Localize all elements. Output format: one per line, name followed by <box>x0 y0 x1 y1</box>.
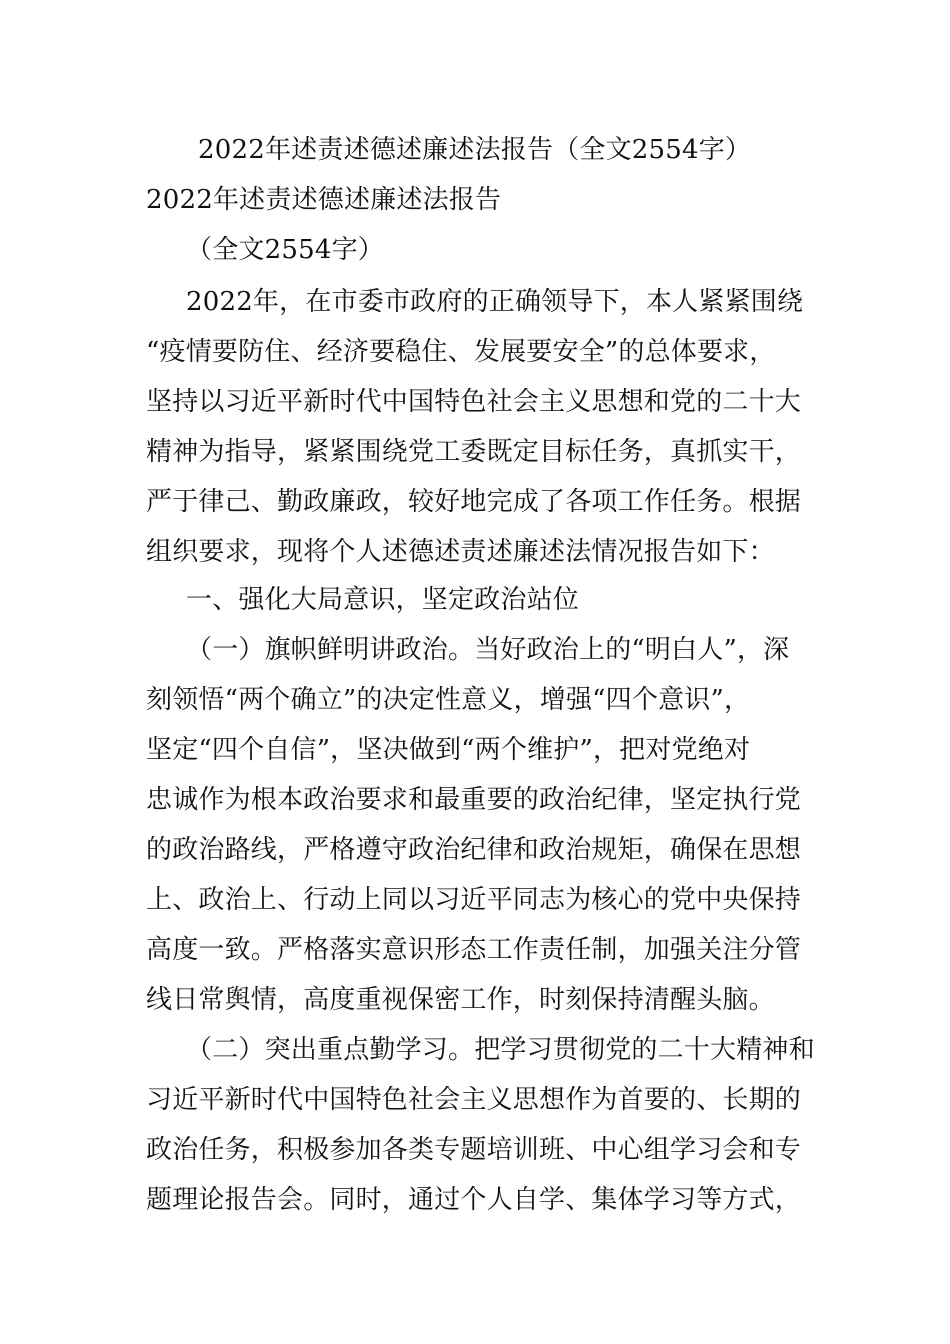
paragraph-line: 政治任务，积极参加各类专题培训班、中心组学习会和专 <box>146 1135 802 1165</box>
intro-line: 精神为指导，紧紧围绕党工委既定目标任务，真抓实干， <box>146 437 802 467</box>
document-subtitle: 2022年述责述德述廉述法报告 <box>146 185 502 215</box>
paragraph-line: 坚定“四个自信”，坚决做到“两个维护”，把对党绝对 <box>146 735 751 765</box>
paragraph-line: 习近平新时代中国特色社会主义思想作为首要的、长期的 <box>146 1085 802 1115</box>
intro-line: 组织要求，现将个人述德述责述廉述法情况报告如下： <box>146 537 775 567</box>
paragraph-line: 高度一致。严格落实意识形态工作责任制，加强关注分管 <box>146 935 802 965</box>
paragraph-line: （一）旗帜鲜明讲政治。当好政治上的“明白人”，深 <box>186 635 790 665</box>
paragraph-line: 忠诚作为根本政治要求和最重要的政治纪律，坚定执行党 <box>146 785 802 815</box>
paragraph-line: 上、政治上、行动上同以习近平同志为核心的党中央保持 <box>146 885 802 915</box>
intro-line: “疫情要防住、经济要稳住、发展要安全”的总体要求， <box>146 337 776 367</box>
paragraph-line: （二）突出重点勤学习。把学习贯彻党的二十大精神和 <box>186 1035 815 1065</box>
intro-line: 2022年，在市委市政府的正确领导下，本人紧紧围绕 <box>186 287 804 317</box>
paragraph-line: 线日常舆情，高度重视保密工作，时刻保持清醒头脑。 <box>146 985 775 1015</box>
intro-line: 坚持以习近平新时代中国特色社会主义思想和党的二十大 <box>146 387 802 417</box>
word-count: （全文2554字） <box>186 235 384 265</box>
paragraph-line: 题理论报告会。同时，通过个人自学、集体学习等方式， <box>146 1185 802 1215</box>
document-title: 2022年述责述德述廉述法报告（全文2554字） <box>198 135 752 165</box>
section-heading: 一、强化大局意识，坚定政治站位 <box>186 585 580 615</box>
intro-line: 严于律己、勤政廉政，较好地完成了各项工作任务。根据 <box>146 487 802 517</box>
paragraph-line: 刻领悟“两个确立”的决定性意义，增强“四个意识”， <box>146 685 751 715</box>
paragraph-line: 的政治路线，严格遵守政治纪律和政治规矩，确保在思想 <box>146 835 802 865</box>
